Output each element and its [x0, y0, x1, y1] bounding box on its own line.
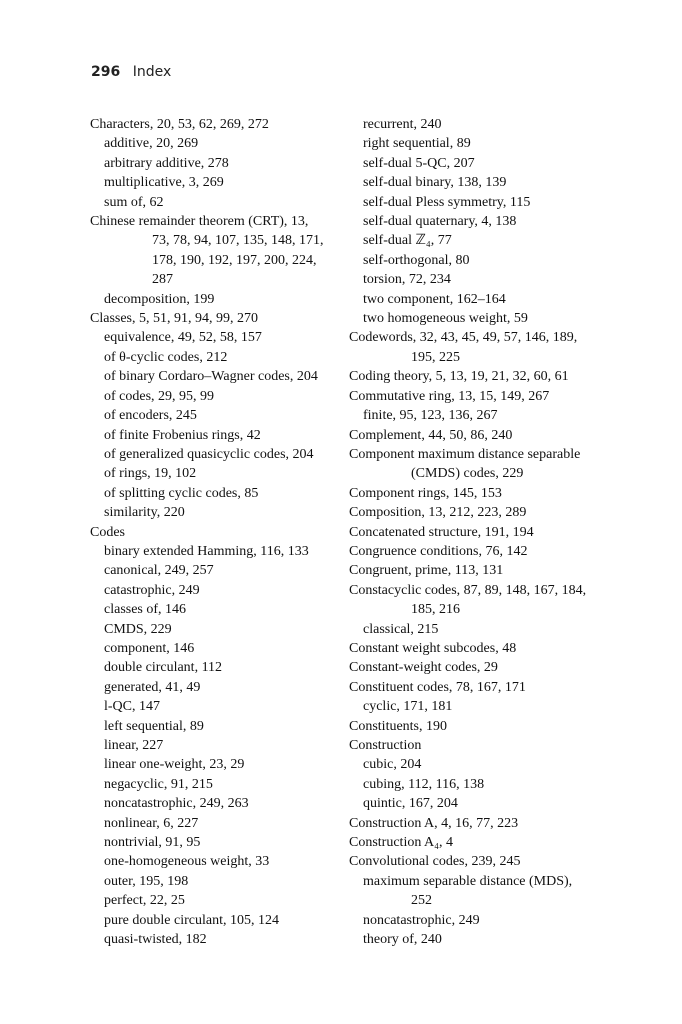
- index-subentry: similarity, 220: [104, 505, 185, 521]
- index-entry: Construction A, 4, 16, 77, 223: [349, 815, 519, 831]
- index-subentry: pure double circulant, 105, 124: [104, 912, 279, 928]
- index-subentry: self-dual ℤ₄, 77: [363, 233, 452, 249]
- index-subentry: negacyclic, 91, 215: [104, 776, 213, 792]
- index-entry: Congruence conditions, 76, 142: [349, 543, 528, 559]
- index-entry-continuation: 73, 78, 94, 107, 135, 148, 171,: [152, 233, 324, 249]
- index-subentry: perfect, 22, 25: [104, 893, 185, 909]
- index-subentry: of binary Cordaro–Wagner codes, 204: [104, 369, 318, 385]
- index-subentry: of θ-cyclic codes, 212: [104, 349, 228, 365]
- index-subentry: component, 146: [104, 640, 195, 656]
- index-subentry: binary extended Hamming, 116, 133: [104, 543, 309, 559]
- index-entry: Classes, 5, 51, 91, 94, 99, 270: [90, 311, 258, 327]
- index-entry: Characters, 20, 53, 62, 269, 272: [90, 117, 269, 132]
- index-entry: Codewords, 32, 43, 45, 49, 57, 146, 189,: [349, 330, 578, 346]
- index-subentry: right sequential, 89: [363, 136, 471, 152]
- index-subentry: torsion, 72, 234: [363, 272, 451, 288]
- index-entry: Constacyclic codes, 87, 89, 148, 167, 184,: [349, 582, 587, 598]
- index-subentry: CMDS, 229: [104, 621, 172, 637]
- index-column-right: [349, 115, 649, 949]
- index-entry-continuation: 287: [152, 272, 173, 288]
- index-subentry: theory of, 240: [363, 932, 442, 948]
- index-subentry: multiplicative, 3, 269: [104, 175, 224, 191]
- index-subentry: additive, 20, 269: [104, 136, 199, 152]
- index-entry: Component maximum distance separable: [349, 446, 581, 462]
- index-subentry: double circulant, 112: [104, 660, 223, 676]
- index-subentry: recurrent, 240: [363, 117, 442, 132]
- index-subentry: nontrivial, 91, 95: [104, 835, 201, 851]
- index-entry: Congruent, prime, 113, 131: [349, 563, 504, 579]
- index-subentry: self-dual quaternary, 4, 138: [363, 214, 517, 230]
- index-entry: Construction: [349, 738, 422, 753]
- index-subentry: l-QC, 147: [104, 699, 160, 715]
- index-entry: Commutative ring, 13, 15, 149, 267: [349, 388, 550, 404]
- index-entry: Construction A₄, 4: [349, 835, 454, 851]
- index-subentry: noncatastrophic, 249, 263: [104, 796, 249, 812]
- index-subentry: cubic, 204: [363, 757, 422, 773]
- index-subentry: of generalized quasicyclic codes, 204: [104, 446, 314, 462]
- index-subentry: classical, 215: [363, 621, 439, 637]
- index-entry-continuation: 185, 216: [411, 602, 460, 618]
- index-subentry: one-homogeneous weight, 33: [104, 854, 270, 870]
- index-subentry: of rings, 19, 102: [104, 466, 197, 482]
- index-subentry: arbitrary additive, 278: [104, 155, 229, 171]
- index-entry-continuation: 252: [411, 893, 432, 909]
- index-entry-continuation: 195, 225: [411, 349, 460, 365]
- index-subentry: nonlinear, 6, 227: [104, 815, 199, 831]
- index-subentry: self-orthogonal, 80: [363, 252, 470, 268]
- page-number: 296: [91, 64, 121, 80]
- index-subentry: noncatastrophic, 249: [363, 912, 480, 928]
- index-subentry: two component, 162–164: [363, 291, 506, 307]
- index-subentry: decomposition, 199: [104, 291, 215, 307]
- index-entry: Chinese remainder theorem (CRT), 13,: [90, 214, 309, 230]
- index-subentry: cyclic, 171, 181: [363, 699, 453, 715]
- index-subentry: generated, 41, 49: [104, 679, 201, 695]
- index-entry: Concatenated structure, 191, 194: [349, 524, 534, 540]
- index-column-left: [90, 115, 340, 949]
- index-entry: Codes: [90, 524, 125, 540]
- index-subentry: of encoders, 245: [104, 408, 197, 424]
- index-subentry: of finite Frobenius rings, 42: [104, 427, 261, 443]
- index-subentry: two homogeneous weight, 59: [363, 311, 528, 327]
- index-entry: Constituents, 190: [349, 718, 448, 734]
- index-subentry: left sequential, 89: [104, 718, 204, 734]
- index-entry: Coding theory, 5, 13, 19, 21, 32, 60, 61: [349, 369, 569, 385]
- index-subentry: quintic, 167, 204: [363, 796, 458, 812]
- index-subentry: self-dual Pless symmetry, 115: [363, 194, 531, 210]
- index-subentry: canonical, 249, 257: [104, 563, 214, 579]
- index-subentry: equivalence, 49, 52, 58, 157: [104, 330, 262, 346]
- index-subentry: cubing, 112, 116, 138: [363, 776, 485, 792]
- index-entry: Constant weight subcodes, 48: [349, 640, 517, 656]
- index-entry-continuation: 178, 190, 192, 197, 200, 224,: [152, 252, 317, 268]
- index-entry: Component rings, 145, 153: [349, 485, 502, 501]
- index-subentry: quasi-twisted, 182: [104, 932, 207, 948]
- index-subentry: outer, 195, 198: [104, 873, 189, 889]
- index-subentry: classes of, 146: [104, 602, 187, 618]
- index-subentry: self-dual binary, 138, 139: [363, 175, 507, 191]
- index-entry: Constituent codes, 78, 167, 171: [349, 679, 526, 695]
- index-entry: Complement, 44, 50, 86, 240: [349, 427, 513, 443]
- index-subentry: of codes, 29, 95, 99: [104, 388, 215, 404]
- running-header: [91, 64, 171, 80]
- index-subentry: linear, 227: [104, 738, 164, 753]
- index-entry: Constant-weight codes, 29: [349, 660, 498, 676]
- index-subentry: catastrophic, 249: [104, 582, 200, 598]
- index-subentry: linear one-weight, 23, 29: [104, 757, 245, 773]
- index-subentry: finite, 95, 123, 136, 267: [363, 408, 498, 424]
- index-entry: Convolutional codes, 239, 245: [349, 854, 521, 870]
- index-subentry: self-dual 5-QC, 207: [363, 155, 475, 171]
- index-subentry: maximum separable distance (MDS),: [363, 873, 573, 889]
- index-entry: Composition, 13, 212, 223, 289: [349, 505, 527, 521]
- index-entry-continuation: (CMDS) codes, 229: [411, 466, 524, 482]
- index-subentry: of splitting cyclic codes, 85: [104, 485, 259, 501]
- section-title: Index: [132, 64, 172, 80]
- index-subentry: sum of, 62: [104, 194, 164, 210]
